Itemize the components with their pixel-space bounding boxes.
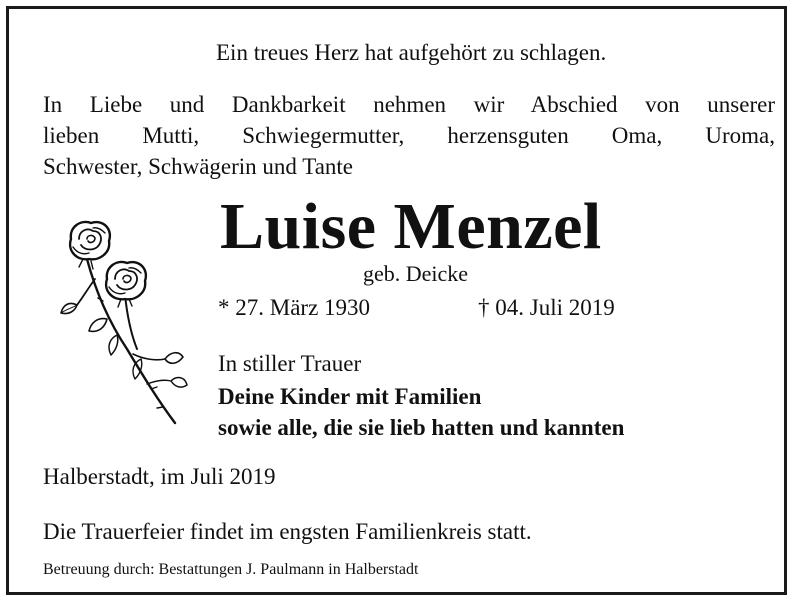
funeral-home-note: Betreuung durch: Bestattungen J. Paulmann in Halberstadt [43,561,419,578]
birth-date: * 27. März 1930 [218,295,371,320]
farewell-paragraph [43,89,775,182]
obituary-frame [6,6,787,595]
deceased-name: Luise Menzel [220,190,602,263]
maiden-name: geb. Deicke [363,261,469,286]
paragraph-line-3: Schwester, Schwägerin und Tante [43,154,354,179]
rose-icon [47,209,197,431]
paragraph-line-2: lieben Mutti, Schwiegermutter, herzensguten Oma, Uroma, [43,123,775,148]
mourner-line-1: Deine Kinder mit Familien [218,384,482,409]
intro-line: Ein treues Herz hat aufgehört zu schlagen. [216,40,607,65]
service-note: Die Trauerfeier findet im engsten Familienkreis statt. [43,519,532,544]
mourner-line-2: sowie alle, die sie lieb hatten und kannten [218,415,625,440]
death-date: † 04. Juli 2019 [478,295,615,320]
paragraph-line-1: In Liebe und Dankbarkeit nehmen wir Abschied von unserer [43,92,775,117]
place-date: Halberstadt, im Juli 2019 [43,464,276,489]
mourning-label: In stiller Trauer [218,351,362,376]
